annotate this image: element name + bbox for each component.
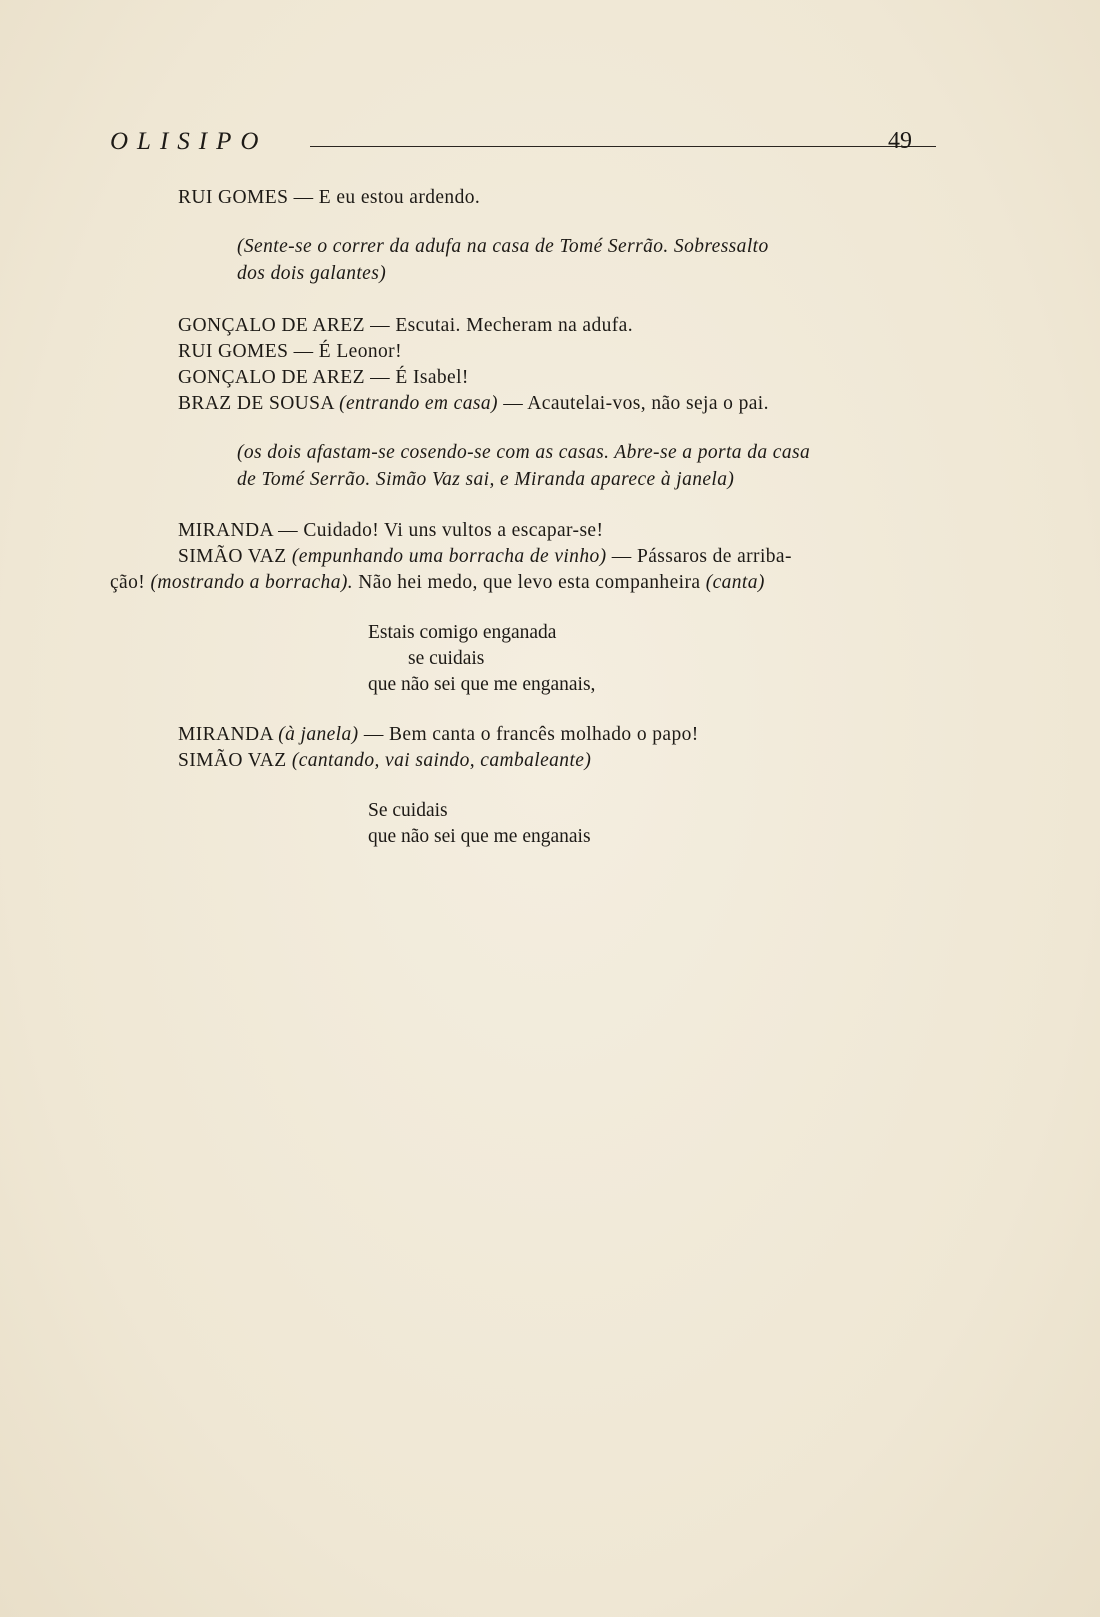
dialogue-line: RUI GOMES — E eu estou ardendo. [178, 187, 481, 208]
speaker-name: MIRANDA [178, 724, 273, 745]
speaker-name: SIMÃO VAZ [178, 546, 287, 567]
dialogue-line: GONÇALO DE AREZ — É Isabel! [178, 367, 469, 388]
dialogue-line [178, 393, 769, 415]
inline-direction: (cantando, vai saindo, cambaleante) [291, 750, 592, 771]
speaker-name: SIMÃO VAZ [178, 750, 287, 771]
verse-line: que não sei que me enganais [368, 826, 591, 847]
speech: ção! [110, 572, 146, 593]
dialogue-line: GONÇALO DE AREZ — Escutai. Mecheram na adufa. [178, 315, 634, 336]
inline-direction: (canta) [705, 572, 765, 593]
inline-direction: (à janela) [278, 724, 359, 745]
dialogue-line [178, 724, 699, 746]
verse-line: que não sei que me enganais, [368, 674, 596, 695]
running-header [110, 128, 912, 168]
speaker-name: BRAZ DE SOUSA [178, 393, 334, 414]
stage-direction: de Tomé Serrão. Simão Vaz sai, e Miranda aparece à janela) [237, 469, 735, 490]
verse-line: Estais comigo enganada [368, 622, 557, 643]
dialogue-line [178, 750, 591, 772]
inline-direction: (entrando em casa) [339, 393, 498, 414]
dialogue-line: RUI GOMES — É Leonor! [178, 341, 402, 362]
speech: — Pássaros de arriba- [606, 546, 792, 567]
speech: — Bem canta o francês molhado o papo! [358, 724, 699, 745]
page-number: 49 [888, 128, 912, 154]
speech: Não hei medo, que levo esta companheira [353, 572, 701, 593]
inline-direction: (empunhando uma borracha de vinho) [291, 546, 607, 567]
journal-title: OLISIPO [110, 128, 268, 155]
stage-direction: dos dois galantes) [237, 263, 387, 284]
stage-direction: (Sente-se o correr da adufa na casa de Tomé Serrão. Sobressalto [237, 236, 769, 257]
verse-line: Se cuidais [368, 800, 448, 821]
verse-line: se cuidais [408, 648, 485, 669]
dialogue-line: MIRANDA — Cuidado! Vi uns vultos a escapar-se! [178, 520, 604, 541]
inline-direction: (mostrando a borracha). [150, 572, 354, 593]
dialogue-line [110, 572, 765, 594]
header-rule [310, 146, 936, 147]
dialogue-line [178, 546, 792, 568]
speech: — Acautelai-vos, não seja o pai. [497, 393, 769, 414]
stage-direction: (os dois afastam-se cosendo-se com as casas. Abre-se a porta da casa [237, 442, 811, 463]
